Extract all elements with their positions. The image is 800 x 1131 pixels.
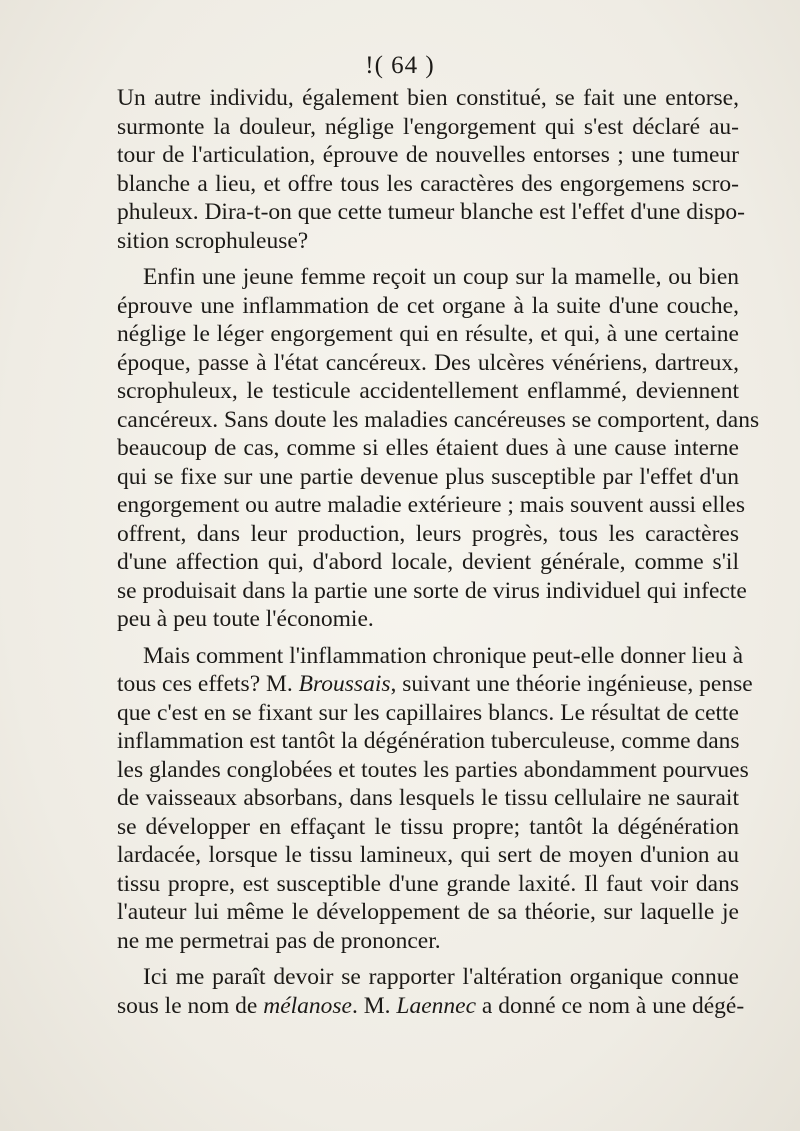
text-line: surmonte la douleur, néglige l'engorgement qui s'est déclaré au- (117, 113, 739, 140)
text-line: se développer en effaçant le tissu propre; tantôt la dégénération (117, 813, 739, 840)
text-line: de vaisseaux absorbans, dans lesquels le tissu cellulaire ne saurait (117, 785, 739, 811)
text-line: qui se fixe sur une partie devenue plus susceptible par l'effet d'un (117, 463, 739, 490)
text-line: Ici me paraît devoir se rapporter l'altération organique connue (143, 964, 739, 990)
page-number: !( 64 ) (365, 52, 435, 79)
text-line: se produisait dans la partie une sorte de virus individuel qui infecte (117, 577, 747, 604)
text-line: blanche a lieu, et offre tous les caractères des engorgemens scro- (117, 170, 739, 197)
text-line: ne me permetrai pas de prononcer. (117, 927, 441, 954)
paragraph (117, 84, 745, 255)
text-line: d'une affection qui, d'abord locale, devient générale, comme s'il (117, 549, 739, 575)
text-line: offrent, dans leur production, leurs progrès, tous les caractères (117, 520, 739, 547)
text-line: engorgement ou autre maladie extérieure ; mais souvent aussi elles (117, 492, 745, 518)
text-line: sous le nom de mélanose. M. Laennec a donné ce nom à une dégé- (117, 992, 745, 1019)
body-text (117, 84, 760, 1020)
text-line: peu à peu toute l'économie. (117, 606, 374, 632)
text-line: époque, passe à l'état cancéreux. Des ulcères vénériens, dartreux, (117, 349, 739, 376)
text-line: Un autre individu, également bien constitué, se fait une entorse, (117, 85, 739, 111)
text-line: l'auteur lui même le développement de sa théorie, sur laquelle je (117, 899, 739, 925)
text-line: phuleux. Dira-t-on que cette tumeur blanche est l'effet d'une dispo- (117, 199, 745, 225)
text-line: beaucoup de cas, comme si elles étaient dues à une cause interne (117, 435, 739, 461)
text-line: Mais comment l'inflammation chronique peut-elle donner lieu à (143, 642, 744, 669)
text-line: que c'est en se fixant sur les capillaires blancs. Le résultat de cette (117, 699, 739, 726)
text-line: les glandes conglobées et toutes les parties abondamment pourvues (117, 756, 749, 783)
text-line: éprouve une inflammation de cet organe à la suite d'une couche, (117, 292, 739, 319)
text-line: lardacée, lorsque le tissu lamineux, qui sert de moyen d'union au (117, 842, 739, 868)
text-line: inflammation est tantôt la dégénération tuberculeuse, comme dans (117, 728, 740, 754)
text-line: néglige le léger engorgement qui en résulte, et qui, à une certaine (117, 321, 739, 347)
paragraph (117, 963, 745, 1020)
text-line: sition scrophuleuse? (117, 227, 309, 254)
text-line: tour de l'articulation, éprouve de nouvelles entorses ; une tumeur (117, 142, 739, 168)
paragraph (117, 642, 753, 956)
text-line: tous ces effets? M. Broussais, suivant une théorie ingénieuse, pense (117, 671, 753, 697)
text-line: scrophuleux, le testicule accidentellement enflammé, deviennent (117, 378, 739, 404)
text-line: tissu propre, est susceptible d'une grande laxité. Il faut voir dans (117, 870, 739, 897)
text-line: cancéreux. Sans doute les maladies cancéreuses se comportent, dans (117, 406, 760, 433)
paragraph (117, 263, 760, 634)
text-line: Enfin une jeune femme reçoit un coup sur la mamelle, ou bien (143, 264, 739, 290)
